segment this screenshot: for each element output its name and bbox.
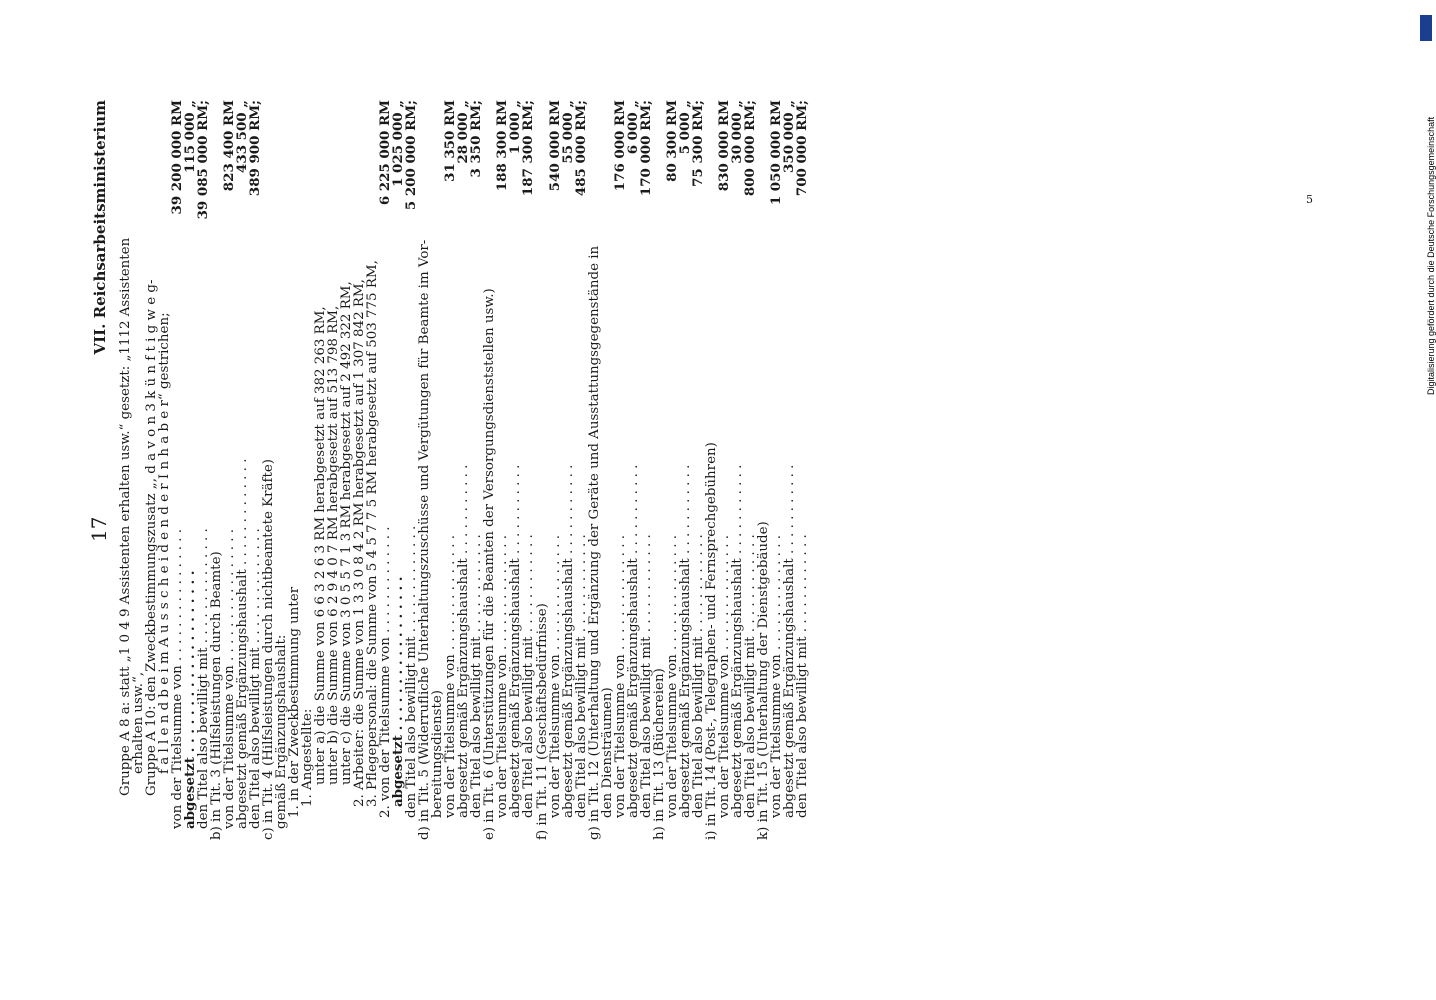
line-text: abgesetzt gemäß Ergänzungshaushalt . . . . . . . . . . . — [456, 464, 472, 818]
line-text: den Titel also bewilligt mit . . . . . . . . . . . . — [573, 534, 589, 818]
line-amount: 830 000 RM — [715, 100, 732, 192]
line-amount: 1 000 „ — [507, 100, 524, 155]
line-text: den Titel also bewilligt mit . . . . . . . . . . . . . . — [248, 528, 264, 829]
line-text: von der Titelsumme von . . . . . . . . . . . . . . — [495, 535, 511, 818]
line-amount: 1 025 000 „ — [390, 100, 407, 187]
line-text: gemäß Ergänzungshaushalt: — [274, 634, 290, 829]
line-text: abgesetzt . . . . . . . . . . . . . . . . . . . . — [182, 570, 199, 829]
line-text: 1. in der Zweckbestimmung unter — [287, 586, 303, 818]
line-text: e) in Tit. 6 (Unterstützungen für die Beamten der Versorgungsdienststellen usw.) — [482, 288, 498, 840]
line-amount: 3 350 RM; — [468, 100, 485, 178]
line-text: 2. Arbeiter: die Summe von 1 3 3 0 8 4 2 RM herabgesetzt auf 1 307 842 RM, — [352, 279, 368, 807]
line-amount: 31 350 RM — [442, 100, 459, 182]
digitization-note: Digitalisierung gefördert durch die Deutsche Forschungsgemeinschaft — [1426, 116, 1436, 395]
line-text: von der Titelsumme von . . . . . . . . . . . . . . — [664, 535, 680, 818]
line-text: abgesetzt gemäß Ergänzungshaushalt . . . . . . . . . . . — [560, 464, 576, 818]
line-text: abgesetzt gemäß Ergänzungshaushalt . . . . . . . . . . . — [508, 464, 524, 818]
line-amount: 28 000 „ — [455, 100, 472, 164]
line-text: h) in Tit. 13 (Büchereien) — [651, 668, 667, 840]
text-line — [793, 100, 810, 840]
line-text: den Diensträumen) — [599, 687, 615, 818]
line-amount: 55 000 „ — [559, 100, 576, 164]
line-text: 1. Angestellte: — [300, 708, 316, 807]
line-text: von der Titelsumme von . . . . . . . . . . . . . . . . — [170, 529, 186, 829]
line-amount: 433 500 „ — [234, 100, 251, 173]
line-text: von der Titelsumme von . . . . . . . . . . . . . . — [443, 535, 459, 818]
line-amount: 5 200 000 RM; — [403, 100, 420, 211]
line-text: den Titel also bewilligt mit . . . . . . . . . . . . . . — [196, 528, 212, 829]
line-text: abgesetzt gemäß Ergänzungshaushalt . . . . . . . . . . . — [781, 464, 797, 818]
page-header — [85, 100, 119, 840]
line-text: von der Titelsumme von . . . . . . . . . . . . . . — [612, 535, 628, 818]
text-line — [653, 100, 666, 840]
line-text: abgesetzt . . . . . . . . . . . . . . . . . — [390, 576, 407, 807]
line-amount: 389 900 RM; — [247, 100, 264, 197]
line-amount: 75 300 RM; — [689, 100, 706, 187]
text-line — [611, 100, 628, 840]
line-text: b) in Tit. 3 (Hilfsleistungen durch Beamte) — [209, 551, 225, 840]
rotated-page-content — [85, 100, 1335, 840]
line-text: den Titel also bewilligt mit . . . . . . . . . . . . — [521, 534, 537, 818]
line-text: 3. Pflegepersonal: die Summe von 5 4 5 7 7 5 RM herabgesetzt auf 503 775 RM, — [365, 260, 381, 807]
text-line — [689, 100, 706, 840]
line-text: unter c) die Summe von 3 0 5 5 7 1 3 RM herabgesetzt auf 2 492 322 RM, — [339, 281, 355, 785]
text-line — [757, 100, 770, 840]
line-text: abgesetzt gemäß Ergänzungshaushalt . . . . . . . . . . . . . — [235, 458, 251, 829]
text-line — [522, 100, 535, 840]
line-amount: 39 200 000 RM — [169, 100, 186, 215]
line-text: Gruppe A 8 a: statt „1 0 4 9 Assistenten erhalten usw.“ gesetzt: „1112 Assistenten — [118, 237, 133, 796]
line-text: k) in Tit. 15 (Unterhaltung der Dienstgebäude) — [755, 521, 771, 840]
line-text: bereitungsdienste) — [430, 690, 446, 818]
line-amount: 700 000 RM; — [793, 100, 810, 197]
line-text: g) in Tit. 12 (Unterhaltung und Ergänzung der Geräte und Ausstattungsgegenstände in — [586, 245, 602, 840]
line-amount: 540 000 RM — [546, 100, 563, 192]
text-line — [715, 100, 732, 840]
line-text: abgesetzt gemäß Ergänzungshaushalt . . . . . . . . . . . — [625, 464, 641, 818]
text-line — [559, 100, 576, 840]
text-line — [601, 100, 614, 840]
line-amount: 6 000 „ — [624, 100, 641, 155]
line-amount: 5 000 „ — [676, 100, 693, 155]
text-line — [676, 100, 693, 840]
line-amount: 176 000 RM — [611, 100, 628, 192]
text-line — [780, 100, 797, 840]
line-text: f) in Tit. 11 (Geschäftsbedürfnisse) — [534, 603, 550, 840]
line-text: von der Titelsumme von . . . . . . . . . . . . . . — [768, 535, 784, 818]
text-line — [741, 100, 758, 840]
line-text: den Titel also bewilligt mit . . . . . . . . . . . . — [469, 534, 485, 818]
line-text: den Titel also bewilligt mit . . . . . . . . . . . . — [794, 534, 810, 818]
text-line — [536, 100, 549, 840]
text-line — [546, 100, 563, 840]
text-line — [728, 100, 745, 840]
line-amount: 187 300 RM; — [520, 100, 537, 197]
line-amount: 115 000 „ — [182, 100, 199, 173]
text-line — [767, 100, 784, 840]
line-text: abgesetzt gemäß Ergänzungshaushalt . . . . . . . . . . . — [729, 464, 745, 818]
section-title: VII. Reichsarbeitsministerium — [91, 100, 109, 355]
line-text: erhalten usw.“, — [131, 671, 147, 774]
line-text: d) in Tit. 5 (Widerrufliche Unterhaltungszuschüsse und Vergütungen für Beamte im Vor- — [417, 239, 433, 840]
dfg-margin — [1420, 15, 1436, 395]
line-text: von der Titelsumme von . . . . . . . . . . . . . . — [716, 535, 732, 818]
dfg-logo-icon — [1420, 15, 1432, 41]
line-amount: 188 300 RM — [494, 100, 511, 192]
line-text: den Titel also bewilligt mit . . . . . . . . . . . . — [638, 534, 654, 818]
line-amount: 823 400 RM — [221, 100, 238, 192]
text-line — [663, 100, 680, 840]
line-text: den Titel also bewilligt mit . . . . . . . . . . . . — [690, 534, 706, 818]
line-amount: 39 085 000 RM; — [195, 100, 212, 220]
line-text: den Titel also bewilligt mit . . . . . . . . . . . . — [742, 534, 758, 818]
line-amount: 170 000 RM; — [637, 100, 654, 197]
line-amount: 1 050 000 RM — [767, 100, 784, 206]
line-text: von der Titelsumme von . . . . . . . . . . . . . . — [547, 535, 563, 818]
page-number: 17 — [87, 516, 111, 542]
text-body — [119, 100, 809, 840]
text-line — [705, 100, 718, 840]
line-amount: 80 300 RM — [663, 100, 680, 182]
line-amount: 30 000 „ — [728, 100, 745, 164]
line-text: 2. von der Titelsumme von . . . . . . . . . . . . . — [378, 526, 394, 818]
line-text: den Titel also bewilligt mit . . . . . . . . . . . . . — [404, 525, 420, 818]
line-text: c) in Tit. 4 (Hilfsleistungen durch nichtbeamtete Kräfte) — [261, 459, 277, 840]
line-text: unter a) die Summe von 6 6 3 2 6 3 RM herabgesetzt auf 382 263 RM, — [313, 306, 329, 785]
line-amount: 350 000 „ — [780, 100, 797, 173]
line-text: abgesetzt gemäß Ergänzungshaushalt . . . . . . . . . . . — [677, 464, 693, 818]
text-line — [588, 100, 601, 840]
footer-number: 5 — [1306, 193, 1313, 206]
line-amount: 800 000 RM; — [741, 100, 758, 197]
text-line — [572, 100, 589, 840]
text-line — [637, 100, 654, 840]
text-line — [624, 100, 641, 840]
line-text: von der Titelsumme von . . . . . . . . . . . . . . . . — [222, 529, 238, 829]
line-amount: 6 225 000 RM — [377, 100, 394, 206]
line-amount: 485 000 RM; — [572, 100, 589, 197]
line-text: i) in Tit. 14 (Post-, Telegraphen- und Fernsprechgebühren) — [703, 442, 719, 840]
line-text: unter b) die Summe von 6 2 9 4 0 7 RM herabgesetzt auf 513 798 RM, — [326, 305, 342, 785]
line-text: Gruppe A 10: den Zweckbestimmungszusatz „, d a v o n 3 k ü n f t i g w e g- — [144, 279, 160, 796]
line-text: f a l l e n d b e i m A u s s c h e i d e n d e r I n h a b e r“ gestrichen; — [157, 312, 173, 774]
